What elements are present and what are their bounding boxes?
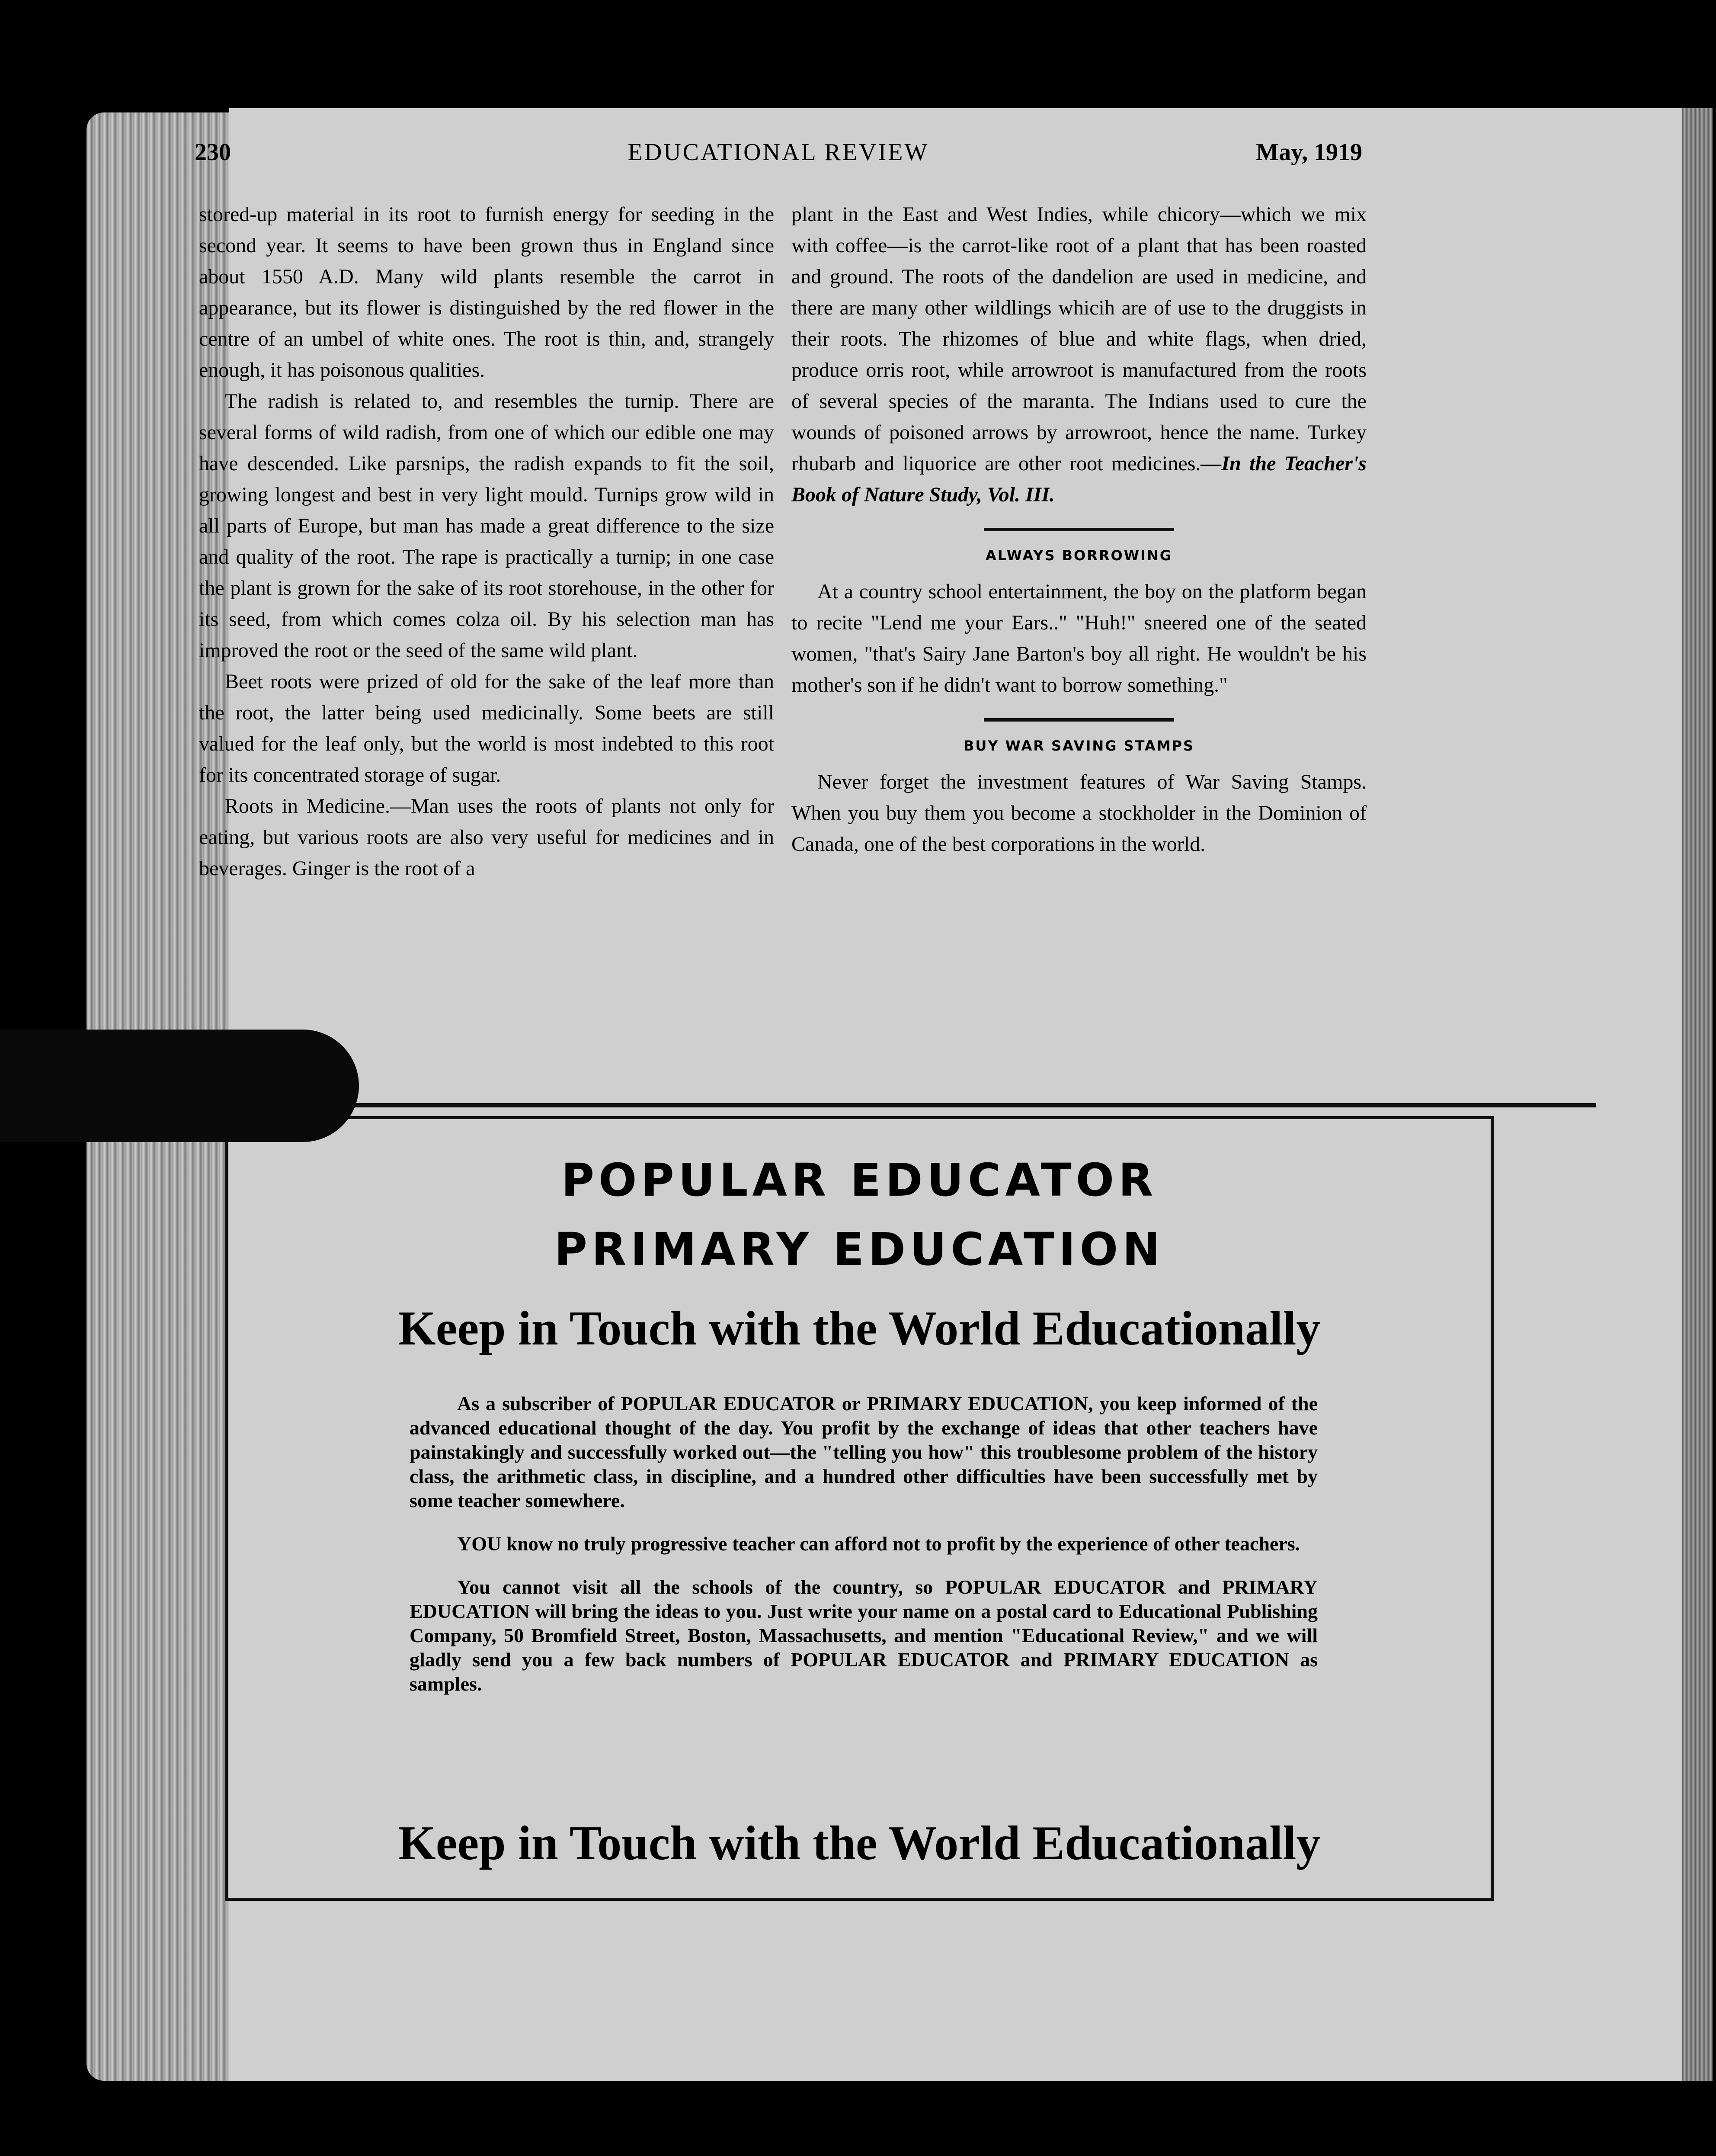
ad-paragraph-2: YOU know no truly progressive teacher can afford not to profit by the experience of other teachers. <box>457 1533 1300 1555</box>
page-header <box>195 138 1362 177</box>
paragraph-medicine: Roots in Medicine.—Man uses the roots of plants not only for eating, but various roots are also very useful for medicines and in beverages. Ginger is the root of a <box>199 795 774 880</box>
journal-title: EDUCATIONAL REVIEW <box>627 139 929 166</box>
paragraph-carrot: stored-up material in its root to furnish energy for seeding in the second year. It seems to have been grown thus in England since about 1550 A.D. Many wild plants resemble the carrot in appearance, but its flower is distinguished by the red flower in the centre of an umbel of white ones. The root is thin, and, strangely enough, it has poisonous qualities. <box>199 203 774 382</box>
ad-slogan-bottom: Keep in Touch with the World Educationally <box>398 1816 1321 1870</box>
stamps-heading: BUY WAR SAVING STAMPS <box>963 738 1195 754</box>
borrowing-heading: ALWAYS BORROWING <box>986 547 1172 564</box>
ad-headline-popular-educator: POPULAR EDUCATOR <box>561 1154 1158 1206</box>
book-right-edges <box>1678 108 1713 2081</box>
section-divider <box>984 528 1174 531</box>
advertisement-box <box>225 1116 1494 1901</box>
left-column <box>199 199 774 884</box>
horizontal-rule <box>212 1103 1596 1107</box>
paragraph-radish: The radish is related to, and resembles the turnip. There are several forms of wild radish, from one of which our edible one may have descended. Like parsnips, the radish expands to fit the soil, growing longest and best in very light mould. Turnips grow wild in all parts of Europe, but man has made a great difference to the size and quality of the root. The rape is practically a turnip; in one case the plant is grown for the sake of its root storehouse, in the other for its seed, from which comes colza oil. By his selection man has improved the root or the seed of the same wild plant. <box>199 390 774 662</box>
continuation-text: plant in the East and West Indies, while chicory—which we mix with coffee—is the carrot-like root of a plant that has been roasted and ground. The roots of the dandelion are used in medicine, and there are many other wildlings whicih are of use to the druggists in their roots. The rhizomes of blue and white flags, when dried, produce orris root, while arrowroot is manufactured from the roots of several species of the maranta. The Indians used to cure the wounds of poisoned arrows by arrowroot, hence the name. Turkey rhubarb and liquorice are other root medicines. <box>791 203 1367 475</box>
paragraph-beet: Beet roots were prized of old for the sake of the leaf more than the root, the latter being used medicinally. Some beets are still valued for the leaf only, but the world is most indebted to this root for its concentrated storage of sugar. <box>199 670 774 786</box>
ad-slogan-top: Keep in Touch with the World Educationally <box>398 1302 1321 1355</box>
stamps-text: Never forget the investment features of War Saving Stamps. When you buy them you become a stockholder in the Dominion of Canada, one of the best corporations in the world. <box>791 770 1367 856</box>
right-column <box>791 199 1367 860</box>
section-divider <box>984 718 1174 722</box>
ad-paragraph-1: As a subscriber of POPULAR EDUCATOR or PRIMARY EDUCATION, you keep informed of the advanced educational thought of the day. You profit by the exchange of ideas that other teachers have painstakingly and successfully worked out—the "telling you how" this troublesome problem of the history class, the arithmetic class, in discipline, and a hundred other difficulties have been successfully met by some teacher somewhere. <box>410 1392 1318 1511</box>
source-citation: —In the Teacher's Book of Nature Study, Vol. III. <box>791 452 1367 506</box>
issue-date: May, 1919 <box>1256 139 1362 166</box>
thumb-shadow <box>0 1030 359 1142</box>
ad-headline-primary-education: PRIMARY EDUCATION <box>554 1223 1165 1276</box>
borrowing-text: At a country school entertainment, the boy on the platform began to recite "Lend me your Ears.." "Huh!" sneered one of the seated women, "that's Sairy Jane Barton's boy all right. He wouldn't be his mother's son if he didn't want to borrow something." <box>791 580 1367 696</box>
ad-body <box>410 1392 1318 1715</box>
ad-paragraph-3: You cannot visit all the schools of the country, so POPULAR EDUCATOR and PRIMARY EDUCATION will bring the ideas to you. Just write your name on a postal card to Educational Publishing Company, 50 Bromfield Street, Boston, Massachusetts, and mention "Educational Review," and we will gladly send you a few back numbers of POPULAR EDUCATOR and PRIMARY EDUCATION as samples. <box>410 1576 1318 1695</box>
paragraph-continuation <box>791 199 1367 510</box>
page-number: 230 <box>195 139 231 166</box>
